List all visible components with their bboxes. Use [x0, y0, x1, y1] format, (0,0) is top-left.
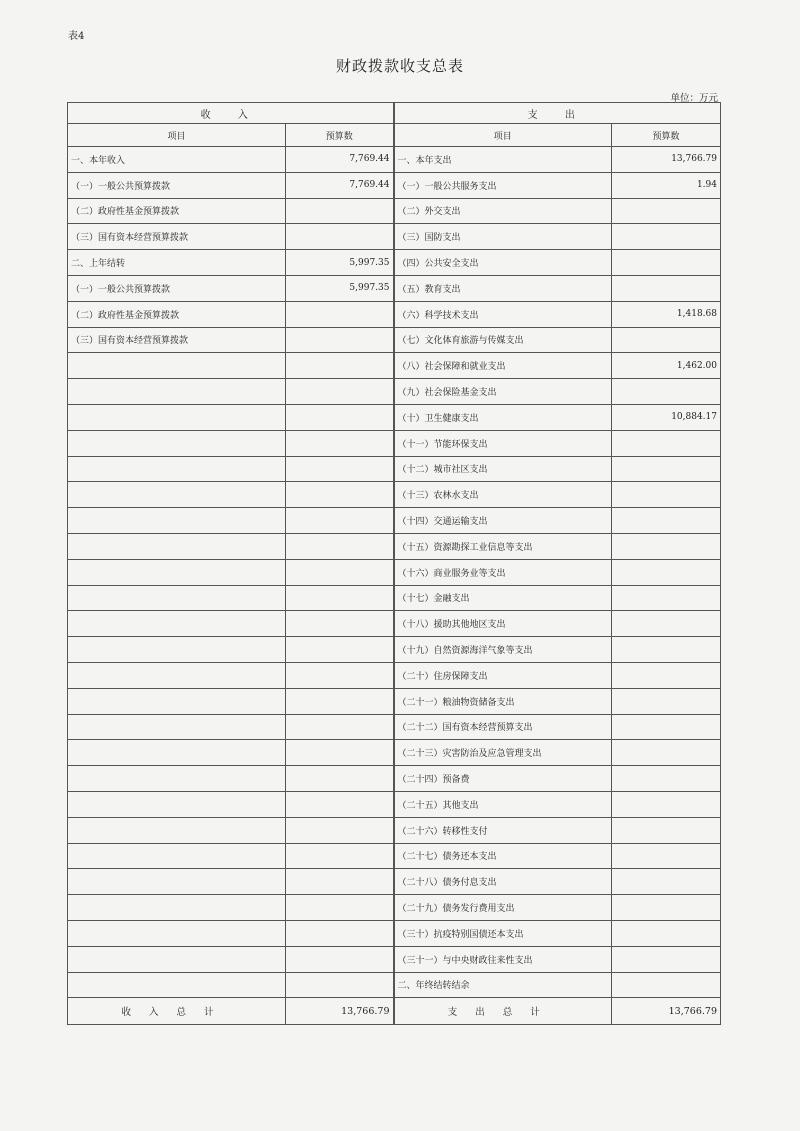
income-item-cell: [68, 740, 286, 766]
income-amount-cell: [286, 379, 394, 405]
expense-item-cell: （十三）农林水支出: [394, 482, 612, 508]
income-item-header: 项目: [68, 124, 286, 147]
table-row: [68, 843, 721, 869]
table-row: [68, 559, 721, 585]
expense-item-cell: （四）公共安全支出: [394, 250, 612, 276]
expense-amount-cell: [612, 791, 721, 817]
expense-amount-cell: [612, 275, 721, 301]
income-item-cell: （二）政府性基金预算拨款: [68, 301, 286, 327]
expense-amount-cell: [612, 224, 721, 250]
page-label: 表4: [68, 31, 85, 42]
table-row: [68, 533, 721, 559]
expense-amount-cell: [612, 559, 721, 585]
expense-amount-cell: [612, 946, 721, 972]
expense-amount-cell: [612, 895, 721, 921]
expense-amount-cell: [612, 327, 721, 353]
table-row: [68, 172, 721, 198]
table-row: [68, 508, 721, 534]
expense-item-cell: （十九）自然资源海洋气象等支出: [394, 637, 612, 663]
expense-amount-cell: [612, 688, 721, 714]
expense-amount-cell: [612, 714, 721, 740]
income-amount-cell: [286, 301, 394, 327]
expense-amount-cell: [612, 972, 721, 998]
budget-table: [67, 102, 721, 1025]
income-amount-cell: 5,997.35: [286, 275, 394, 301]
expense-amount-cell: [612, 456, 721, 482]
table-body: [68, 103, 721, 1025]
expense-amount-cell: [612, 379, 721, 405]
expense-amount-cell: 13,766.79: [612, 147, 721, 173]
table-row: [68, 688, 721, 714]
expense-item-cell: （二十五）其他支出: [394, 791, 612, 817]
table-row: [68, 714, 721, 740]
expense-item-cell: 二、年终结转结余: [394, 972, 612, 998]
income-item-cell: [68, 353, 286, 379]
expense-total-amount: 13,766.79: [612, 998, 721, 1025]
table-row: [68, 198, 721, 224]
income-item-cell: [68, 662, 286, 688]
income-amount-cell: [286, 585, 394, 611]
income-item-cell: [68, 843, 286, 869]
column-header-row: [68, 124, 721, 147]
income-amount-cell: 7,769.44: [286, 147, 394, 173]
income-item-cell: [68, 766, 286, 792]
expense-total-label: 支出总计: [394, 998, 612, 1025]
expense-item-cell: （十一）节能环保支出: [394, 430, 612, 456]
expense-amount-header: 预算数: [612, 124, 721, 147]
expense-item-cell: （二十四）预备费: [394, 766, 612, 792]
expense-amount-cell: [612, 482, 721, 508]
income-item-cell: [68, 895, 286, 921]
income-item-cell: （三）国有资本经营预算拨款: [68, 327, 286, 353]
income-item-cell: [68, 379, 286, 405]
expense-amount-cell: [612, 740, 721, 766]
income-item-cell: （三）国有资本经营预算拨款: [68, 224, 286, 250]
expense-item-cell: （十五）资源勘探工业信息等支出: [394, 533, 612, 559]
section-header-row: [68, 103, 721, 124]
table-row: [68, 430, 721, 456]
income-amount-cell: [286, 714, 394, 740]
table-row: [68, 766, 721, 792]
income-amount-cell: 7,769.44: [286, 172, 394, 198]
income-amount-cell: [286, 843, 394, 869]
income-amount-cell: 5,997.35: [286, 250, 394, 276]
income-item-cell: [68, 972, 286, 998]
expense-item-cell: （二十一）粮油物资储备支出: [394, 688, 612, 714]
table-row: [68, 920, 721, 946]
table-row: [68, 637, 721, 663]
expense-amount-cell: 1.94: [612, 172, 721, 198]
income-item-cell: [68, 637, 286, 663]
expense-amount-cell: [612, 869, 721, 895]
income-amount-cell: [286, 456, 394, 482]
income-item-cell: 一、本年收入: [68, 147, 286, 173]
page-title: 财政拨款收支总表: [335, 57, 464, 75]
income-item-cell: [68, 508, 286, 534]
income-amount-cell: [286, 404, 394, 430]
expense-item-cell: （十四）交通运输支出: [394, 508, 612, 534]
expense-item-cell: （十）卫生健康支出: [394, 404, 612, 430]
expense-amount-cell: 1,418.68: [612, 301, 721, 327]
table-row: [68, 275, 721, 301]
income-total-label: 收入总计: [68, 998, 286, 1025]
income-section-header: 收 入: [68, 103, 394, 124]
expense-item-cell: （二十二）国有资本经营预算支出: [394, 714, 612, 740]
income-total-amount: 13,766.79: [286, 998, 394, 1025]
income-amount-cell: [286, 559, 394, 585]
income-item-cell: （二）政府性基金预算拨款: [68, 198, 286, 224]
income-amount-header: 预算数: [286, 124, 394, 147]
table-row: [68, 456, 721, 482]
income-amount-cell: [286, 895, 394, 921]
income-item-cell: [68, 404, 286, 430]
income-item-cell: [68, 869, 286, 895]
expense-item-cell: （一）一般公共服务支出: [394, 172, 612, 198]
expense-item-cell: （二十九）债务发行费用支出: [394, 895, 612, 921]
expense-item-cell: （十二）城市社区支出: [394, 456, 612, 482]
table-row: [68, 301, 721, 327]
expense-item-cell: （七）文化体育旅游与传媒支出: [394, 327, 612, 353]
table-row: [68, 379, 721, 405]
income-item-cell: （一）一般公共预算拨款: [68, 172, 286, 198]
income-amount-cell: [286, 740, 394, 766]
table-row: [68, 353, 721, 379]
income-item-cell: [68, 533, 286, 559]
income-item-cell: [68, 791, 286, 817]
income-amount-cell: [286, 198, 394, 224]
expense-item-cell: （二十三）灾害防治及应急管理支出: [394, 740, 612, 766]
expense-amount-cell: [612, 637, 721, 663]
income-item-cell: [68, 688, 286, 714]
income-item-cell: [68, 817, 286, 843]
expense-amount-cell: 10,884.17: [612, 404, 721, 430]
income-amount-cell: [286, 611, 394, 637]
income-amount-cell: [286, 920, 394, 946]
expense-item-cell: 一、本年支出: [394, 147, 612, 173]
income-amount-cell: [286, 533, 394, 559]
income-item-cell: [68, 482, 286, 508]
expense-section-header: 支 出: [394, 103, 721, 124]
income-amount-cell: [286, 662, 394, 688]
table-row: [68, 740, 721, 766]
table-row: [68, 482, 721, 508]
expense-item-cell: （六）科学技术支出: [394, 301, 612, 327]
expense-item-cell: （十七）金融支出: [394, 585, 612, 611]
expense-item-header: 项目: [394, 124, 612, 147]
table-row: [68, 250, 721, 276]
table-row: [68, 662, 721, 688]
table-row: [68, 224, 721, 250]
income-amount-cell: [286, 508, 394, 534]
income-item-cell: [68, 585, 286, 611]
income-item-cell: [68, 611, 286, 637]
expense-amount-cell: [612, 508, 721, 534]
expense-item-cell: （三十一）与中央财政往来性支出: [394, 946, 612, 972]
table-row: [68, 946, 721, 972]
income-amount-cell: [286, 946, 394, 972]
income-amount-cell: [286, 353, 394, 379]
unit-label: 单位：万元: [670, 93, 718, 104]
table-row: [68, 327, 721, 353]
expense-item-cell: （二十八）债务付息支出: [394, 869, 612, 895]
expense-item-cell: （三）国防支出: [394, 224, 612, 250]
expense-amount-cell: [612, 766, 721, 792]
expense-item-cell: （十六）商业服务业等支出: [394, 559, 612, 585]
income-amount-cell: [286, 688, 394, 714]
expense-amount-cell: [612, 533, 721, 559]
income-amount-cell: [286, 972, 394, 998]
expense-amount-cell: [612, 611, 721, 637]
table-row: [68, 404, 721, 430]
table-row: [68, 895, 721, 921]
expense-item-cell: （八）社会保障和就业支出: [394, 353, 612, 379]
table-row: [68, 147, 721, 173]
expense-item-cell: （二十）住房保障支出: [394, 662, 612, 688]
totals-row: [68, 998, 721, 1025]
expense-item-cell: （二）外交支出: [394, 198, 612, 224]
expense-item-cell: （五）教育支出: [394, 275, 612, 301]
income-amount-cell: [286, 482, 394, 508]
expense-item-cell: （九）社会保险基金支出: [394, 379, 612, 405]
expense-amount-cell: [612, 198, 721, 224]
expense-amount-cell: [612, 662, 721, 688]
expense-item-cell: （十八）援助其他地区支出: [394, 611, 612, 637]
expense-amount-cell: [612, 843, 721, 869]
income-amount-cell: [286, 791, 394, 817]
income-item-cell: （一）一般公共预算拨款: [68, 275, 286, 301]
income-amount-cell: [286, 869, 394, 895]
income-item-cell: [68, 559, 286, 585]
income-item-cell: [68, 920, 286, 946]
income-amount-cell: [286, 637, 394, 663]
income-amount-cell: [286, 817, 394, 843]
expense-amount-cell: [612, 250, 721, 276]
table-row: [68, 972, 721, 998]
table-row: [68, 611, 721, 637]
income-amount-cell: [286, 430, 394, 456]
income-amount-cell: [286, 224, 394, 250]
expense-item-cell: （三十）抗疫特别国债还本支出: [394, 920, 612, 946]
income-amount-cell: [286, 327, 394, 353]
income-item-cell: 二、上年结转: [68, 250, 286, 276]
table-row: [68, 791, 721, 817]
expense-amount-cell: [612, 920, 721, 946]
table-row: [68, 585, 721, 611]
table-row: [68, 869, 721, 895]
expense-amount-cell: [612, 585, 721, 611]
expense-item-cell: （二十七）债务还本支出: [394, 843, 612, 869]
expense-amount-cell: [612, 430, 721, 456]
table-row: [68, 817, 721, 843]
income-item-cell: [68, 430, 286, 456]
income-amount-cell: [286, 766, 394, 792]
expense-item-cell: （二十六）转移性支付: [394, 817, 612, 843]
income-item-cell: [68, 946, 286, 972]
income-item-cell: [68, 456, 286, 482]
expense-amount-cell: [612, 817, 721, 843]
expense-amount-cell: 1,462.00: [612, 353, 721, 379]
income-item-cell: [68, 714, 286, 740]
